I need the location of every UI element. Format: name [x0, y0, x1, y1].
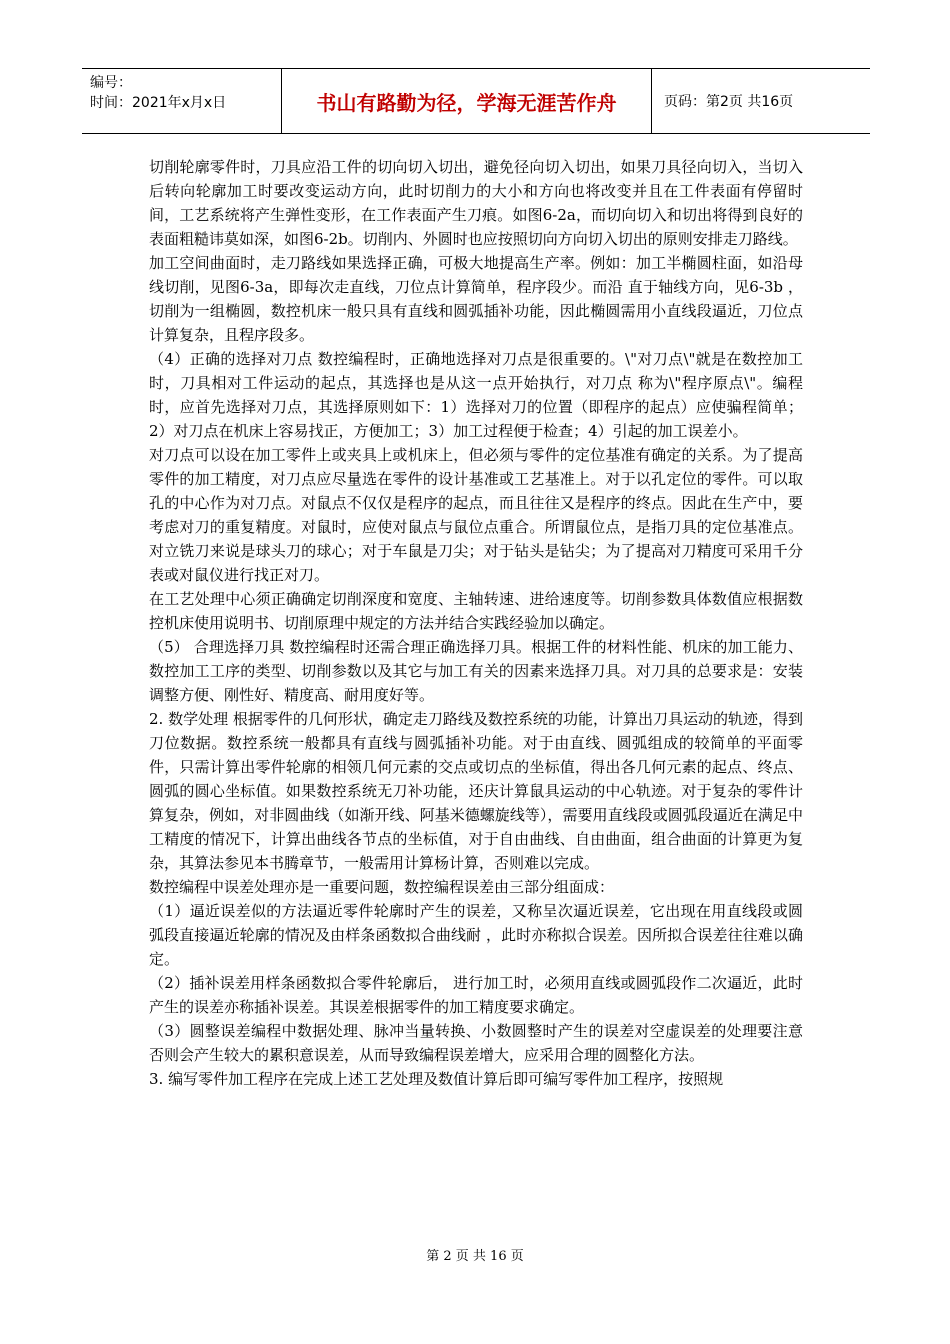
- document-number-label: 编号：: [90, 75, 132, 91]
- paragraph: 对刀点可以设在加工零件上或夹具上或机床上，但必须与零件的定位基准有确定的关系。为了提高零件的加工精度，对刀点应尽量选在零件的设计基准或工艺基准上。对于以孔定位的零件。可以取孔的中心作为对刀点。对鼠点不仅仅是程序的起点，而且往往又是程序的终点。因此在生产中，要考虑对刀的重复精度。对鼠时，应使对鼠点与鼠位点重合。所谓鼠位点，是指刀具的定位基准点。对立铣刀来说是球头刀的球心；对于车鼠是刀尖；对于钻头是钻尖；为了提高对刀精度可采用千分表或对鼠仪进行找正对刀。: [149, 446, 803, 584]
- paragraph: （1）逼近误差似的方法逼近零件轮廓时产生的误差，又称呈次逼近误差，它出现在用直线段或圆弧段直接逼近轮廓的情况及由样条函数拟合曲线耐 ，此时亦称拟合误差。因所拟合误差往往难以确定。: [149, 902, 803, 968]
- paragraph: 在工艺处理中心须正确确定切削深度和宽度、主轴转速、进给速度等。切削参数具体数值应根据数控机床使用说明书、切削原理中规定的方法并结合实践经验加以确定。: [149, 590, 803, 632]
- paragraph: （5） 合理选择刀具 数控编程时还需合理正确选择刀具。根据工件的材料性能、机床的加工能力、数控加工工序的类型、切削参数以及其它与加工有关的因素来选择刀具。对刀具的总要求是：安装调整方便、刚性好、精度高、耐用度好等。: [149, 638, 803, 704]
- header-meta: [82, 69, 282, 133]
- paragraph: （3）圆整误差编程中数据处理、脉冲当量转换、小数圆整时产生的误差对空虚误差的处理要注意否则会产生较大的累积意误差，从而导致编程误差增大，应采用合理的圆整化方法。: [149, 1022, 803, 1064]
- document-time-label: 时间：2021年x月x日: [90, 95, 227, 111]
- paragraph: 2. 数学处理 根据零件的几何形状，确定走刀路线及数控系统的功能，计算出刀具运动的轨迹，得到刀位数据。数控系统一般都具有直线与圆弧插补功能。对于由直线、圆弧组成的较简单的平面零件，只需计算出零件轮廓的相领几何元素的交点或切点的坐标值，得出各几何元素的起点、终点、圆弧的圆心坐标值。如果数控系统无刀补功能，还庆计算鼠具运动的中心轨迹。对于复杂的零件计算复杂，例如，对非圆曲线（如渐开线、阿基米德螺旋线等），需要用直线段或圆弧段逼近在满足中工精度的情况下，计算出曲线各节点的坐标值，对于自由曲线、自由曲面，组合曲面的计算更为复杂，其算法参见本书腾章节，一般需用计算杨计算，否则难以完成。: [149, 710, 803, 872]
- header-page-info: 页码：第2页 共16页: [664, 94, 794, 110]
- paragraph: （4）正确的选择对刀点 数控编程时，正确地选择对刀点是很重要的。\"对刀点\"就是在数控加工时，刀具相对工件运动的起点，其选择也是从这一点开始执行，对刀点 称为\"程序原点\"。编程时，应首先选择对刀点，其选择原则如下：1）选择对刀的位置（即程序的起点）应使骗程简单；2）对刀点在机床上容易找正，方便加工；3）加工过程便于检查；4）引起的加工误差小。: [149, 350, 803, 440]
- header-motto: 书山有路勤为径，学海无涯苦作舟: [282, 69, 652, 133]
- paragraph: 数控编程中误差处理亦是一重要问题，数控编程误差由三部分组面成：: [149, 878, 615, 896]
- paragraph: （2）插补误差用样条函数拟合零件轮廓后， 进行加工时，必须用直线或圆弧段作二次逼近，此时产生的误差亦称插补误差。其误差根据零件的加工精度要求确定。: [149, 974, 803, 1016]
- paragraph: 加工空间曲面时，走刀路线如果选择正确，可极大地提高生产率。例如：加工半椭圆柱面，如沿母线切削，见图6-3a，即每次走直线，刀位点计算简单，程序段少。而沿 直于轴线方向，见6-3b ，切削为一组椭圆，数控机床一般只具有直线和圆弧插补功能，因此椭圆需用小直线段逼近，刀位点计算复杂，且程序段多。: [149, 254, 803, 344]
- page-footer: 第 2 页 共 16 页: [426, 1249, 524, 1264]
- paragraph: 3. 编写零件加工程序在完成上述工艺处理及数值计算后即可编写零件加工程序，按照规: [149, 1070, 724, 1088]
- paragraph: 切削轮廓零件时，刀具应沿工件的切向切入切出，避免径向切入切出，如果刀具径向切入，当切入后转向轮廓加工时要改变运动方向，此时切削力的大小和方向也将改变并且在工件表面有停留时间，工艺系统将产生弹性变形，在工作表面产生刀痕。如图6-2a，而切向切入和切出将得到良好的表面粗糙讳莫如深，如图6-2b。切削内、外圆时也应按照切向方向切入切出的原则安排走刀路线。: [149, 158, 803, 248]
- document-body: [149, 155, 803, 1091]
- page-header: [82, 68, 870, 134]
